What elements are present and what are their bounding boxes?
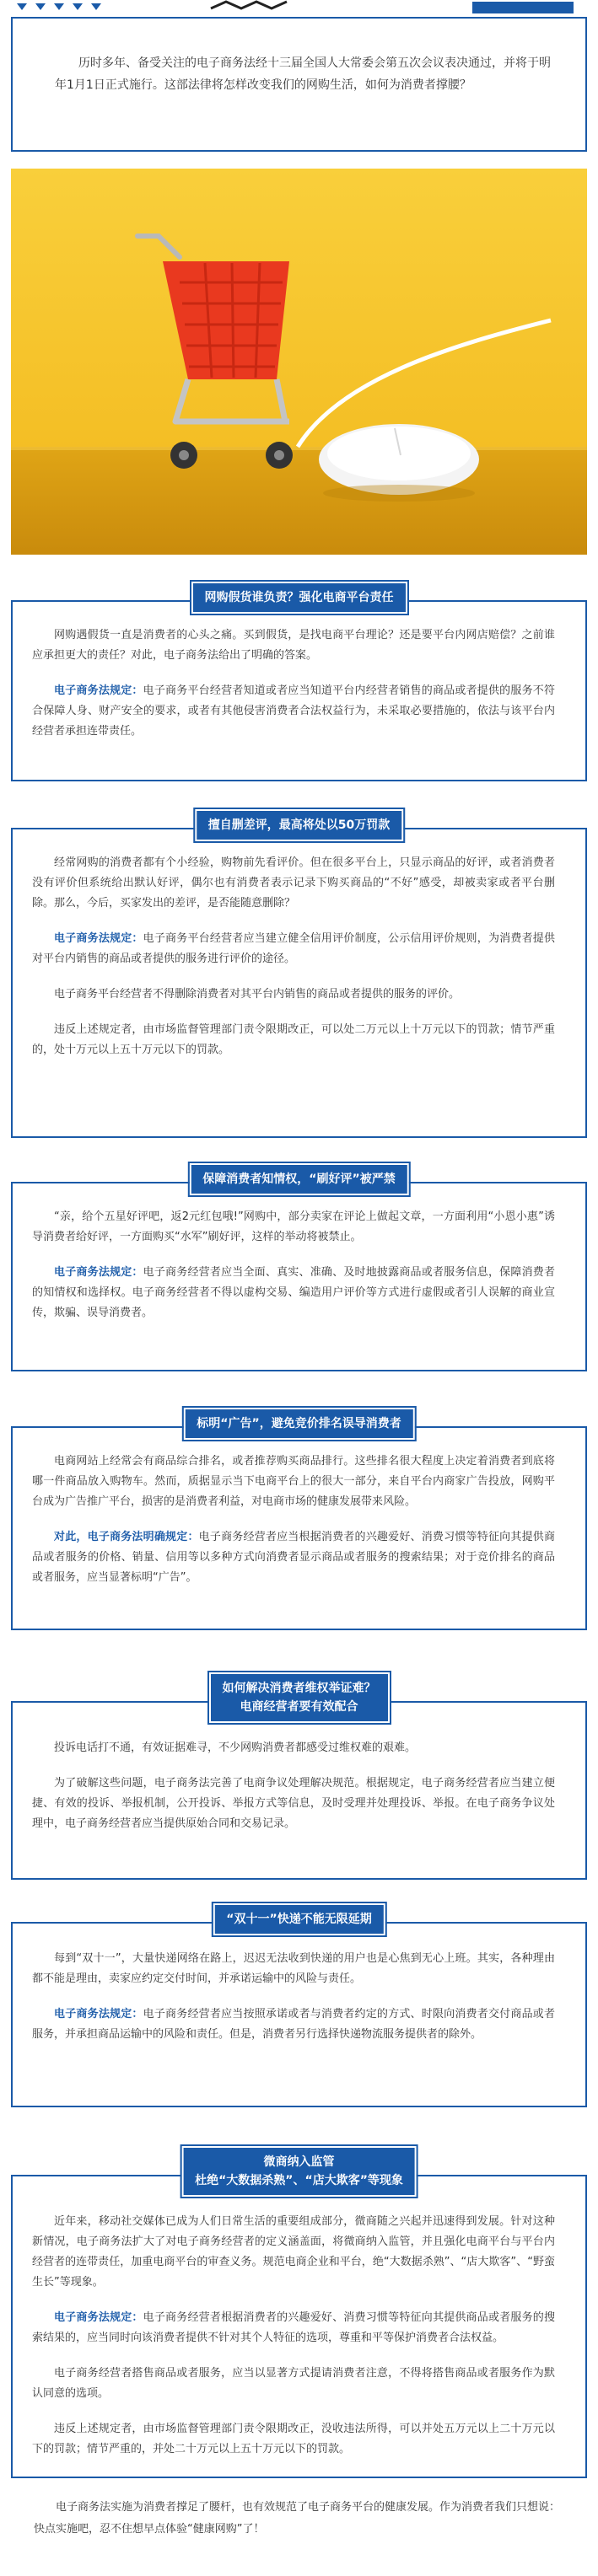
section-content-6 [32,1949,555,2045]
law-lead: 电子商务法规定： [54,2008,143,2021]
law-lead: 对此，电子商务法明确规定： [54,1531,199,1543]
paragraph: 近年来，移动社交媒体已成为人们日常生活的重要组成部分，微商随之兴起并迅速得到发展。针对这种新情况，电子商务法扩大了对电子商务经营者的定义涵盖面，将微商纳入监管，并且强化电商平台与平台内经营者的连带责任，加重电商平台的审查义务。规范电商企业和平台，绝“大数据杀熟”、“店大欺客”、“野蛮生长”等现象。 [32,2215,555,2289]
paragraph: 电子商务法规定：电子商务经营者应当按照承诺或者与消费者约定的方式、时限向消费者交付商品或者服务，并承担商品运输中的风险和责任。但是，消费者另行选择快递物流服务提供者的除外。 [32,2008,555,2041]
section-title-line: 电商经营者要有效配合 [240,1700,358,1714]
paragraph: 电子商务法规定：电子商务平台经营者知道或者应当知道平台内经营者销售的商品或者提供的服务不符合保障人身、财产安全的要求，或者有其他侵害消费者合法权益行为，未采取必要措施的，依法与该平台内经营者承担连带责任。 [32,684,555,738]
section-content-2 [32,853,555,1060]
section-content-1 [32,625,555,742]
section-title-5 [209,1672,390,1723]
paragraph: 电子商务平台经营者不得删除消费者对其平台内销售的商品或者提供的服务的评价。 [54,988,461,1001]
intro-text: 历时多年、备受关注的电子商务法经十三届全国人大常委会第五次会议表决通过，并将于明年1月1日正式施行。这部法律将怎样改变我们的网购生活，如何为消费者撑腰？ [55,56,551,92]
paragraph: 违反上述规定者，由市场监督管理部门责令限期改正，可以处二万元以上十万元以下的罚款；情节严重的，处十万元以上五十万元以下的罚款。 [32,1023,555,1056]
law-lead: 电子商务法规定： [54,1266,143,1279]
paragraph: 电子商务经营者搭售商品或者服务，应当以显著方式提请消费者注意，不得将搭售商品或者服务作为默认同意的选项。 [32,2367,555,2400]
section-content-5 [32,1738,555,1834]
section-title-3: 保障消费者知情权，“刷好评”被严禁 [189,1163,408,1195]
section-title-line: 如何解决消费者维权举证难？ [222,1682,376,1695]
section-content-4 [32,1452,555,1588]
law-lead: 电子商务法规定： [54,2311,143,2324]
paragraph: 对此，电子商务法明确规定：电子商务经营者应当根据消费者的兴趣爱好、消费习惯等特征向其提供商品或者服务的价格、销量、信用等以多种方式向消费者显示商品或者服务的搜索结果；对于竞价排名的商品或者服务，应当显著标明“广告”。 [32,1531,555,1584]
section-title-6: “双十一”快递不能无限延期 [213,1903,385,1935]
section-content-7 [32,2212,555,2460]
paragraph: 电子商务法规定：电子商务平台经营者应当建立健全信用评价制度，公示信用评价规则，为消费者提供对平台内销售的商品或者提供的服务进行评价的途径。 [32,932,555,965]
paragraph: 每到“双十一”，大量快递网络在路上，迟迟无法收到快递的用户也是心焦到无心上班。其实，各种理由都不能是理由，卖家应约定交付时间，并承诺运输中的风险与责任。 [32,1952,555,1985]
paragraph: 为了破解这些问题，电子商务法完善了电商争议处理解决规范。根据规定，电子商务经营者应当建立便捷、有效的投诉、举报机制，公开投诉、举报方式等信息，及时受理并处理投诉、举报。在电子商务争议处理中，电子商务经营者应当提供原始合同和交易记录。 [32,1777,555,1830]
section-content-3 [32,1207,555,1323]
section-title-7 [181,2146,417,2197]
outro-text: 电子商务法实施为消费者撑足了腰杆，也有效规范了电子商务平台的健康发展。作为消费者我们只想说：快点实施吧，忍不住想早点体验“健康网购”了！ [34,2501,561,2536]
paragraph: 投诉电话打不通，有效证据难寻，不少网购消费者都感受过维权难的艰难。 [54,1741,417,1754]
section-title-2: 擅自删差评，最高将处以50万罚款 [195,809,403,841]
paragraph: 违反上述规定者，由市场监督管理部门责令限期改正，没收违法所得，可以并处五万元以上二十万元以下的罚款；情节严重的，并处二十万元以上五十万元以下的罚款。 [32,2423,555,2455]
paragraph: 经常网购的消费者都有个小经验，购物前先看评价。但在很多平台上，只显示商品的好评，或者消费者没有评价但系统给出默认好评，偶尔也有消费者表示记录下购买商品的“不好”感受，却被卖家或者平台删除。那么，今后，买家发出的差评，是否能随意删除？ [32,856,555,910]
law-lead: 电子商务法规定： [54,932,143,945]
section-title-4: 标明“广告”，避免竞价排名误导消费者 [183,1408,414,1440]
paragraph: 电子商务法规定：电子商务经营者根据消费者的兴趣爱好、消费习惯等特征向其提供商品或者服务的搜索结果的，应当同时向该消费者提供不针对其个人特征的选项，尊重和平等保护消费者合法权益。 [32,2311,555,2344]
hero-illustration [11,169,587,555]
paragraph: 网购遇假货一直是消费者的心头之痛。买到假货，是找电商平台理论？还是要平台内网店赔偿？之前谁应承担更大的责任？对此，电子商务法给出了明确的答案。 [32,629,555,662]
section-title-line: 杜绝“大数据杀熟”、“店大欺客”等现象 [195,2174,403,2187]
law-lead: 电子商务法规定： [54,684,143,697]
intro-box [11,17,587,152]
paragraph: 电商网站上经常会有商品综合排名，或者推荐购买商品排行。这些排名很大程度上决定着消费者到底将哪一件商品放入购物车。然而，质据显示当下电商平台上的很大一部分，来自平台内商家广告投放，网购平台成为广告推广平台，损害的是消费者利益，对电商市场的健康发展带来风险。 [32,1455,555,1508]
section-title-1: 网购假货谁负责？强化电商平台责任 [191,582,407,614]
paragraph: 电子商务法规定：电子商务经营者应当全面、真实、准确、及时地披露商品或者服务信息，保障消费者的知情权和选择权。电子商务经营者不得以虚构交易、编造用户评价等方式进行虚假或者引人误解的商业宣传，欺骗、误导消费者。 [32,1266,555,1319]
section-title-line: 微商纳入监管 [263,2155,335,2169]
paragraph: “亲，给个五星好评吧，返2元红包哦!”网购中，部分卖家在评论上做起文章，一方面利用“小恩小惠”诱导消费者给好评，一方面购买“水军”刷好评，这样的举动将被禁止。 [32,1210,555,1243]
